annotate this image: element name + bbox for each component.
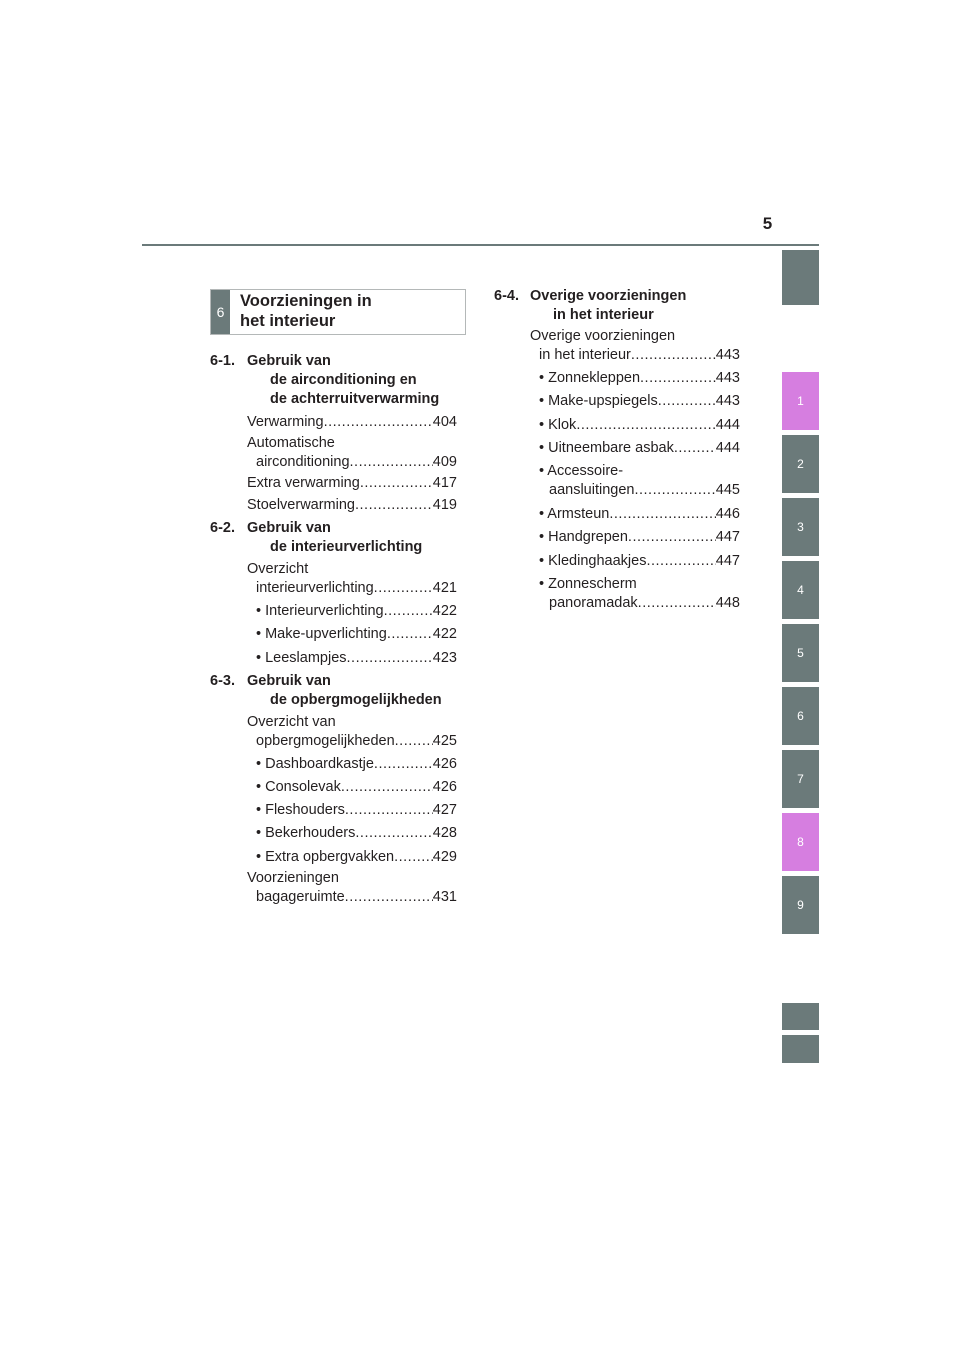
section-title <box>240 291 460 331</box>
toc-entry-text: • Fleshouders <box>256 802 345 818</box>
chapter-title: de airconditioning en <box>270 372 417 388</box>
toc-entry-text: in het interieur <box>539 347 631 363</box>
header-rule <box>142 244 819 246</box>
thumb-tab-7[interactable] <box>782 750 819 808</box>
chapter-title: Gebruik van <box>247 673 331 689</box>
thumb-tab-label: 1 <box>797 394 804 408</box>
thumb-tab-9[interactable] <box>782 876 819 934</box>
toc-entry-text: • Make-upverlichting <box>256 626 387 642</box>
toc-entry[interactable] <box>549 481 740 499</box>
thumb-tab-label: 2 <box>797 457 804 471</box>
toc-entry-text: opbergmogelijkheden <box>256 733 395 749</box>
toc-entry-text: • Uitneembare asbak <box>539 440 674 456</box>
toc-page: 427 <box>432 802 457 818</box>
toc-page: 425 <box>432 733 457 749</box>
thumb-tab-8[interactable] <box>782 813 819 871</box>
toc-page: 447 <box>715 553 740 569</box>
toc-entry[interactable] <box>539 439 740 457</box>
toc-page: 426 <box>432 756 457 772</box>
toc-entry-text: • Kledinghaakjes <box>539 553 647 569</box>
toc-entry-text: Overige voorzieningen <box>530 328 676 344</box>
toc-page: 444 <box>715 417 740 433</box>
toc-entry-text: Verwarming <box>247 414 324 430</box>
chapter-title: de interieurverlichting <box>270 539 423 555</box>
toc-page: 421 <box>432 580 457 596</box>
toc-entry-text: Extra verwarming <box>247 475 360 491</box>
toc-page: 409 <box>432 454 457 470</box>
thumb-tab-1[interactable] <box>782 372 819 430</box>
thumb-tab-label: 4 <box>797 583 804 597</box>
thumb-tab-4[interactable] <box>782 561 819 619</box>
toc-page: 448 <box>715 595 740 611</box>
toc-page: 428 <box>432 825 457 841</box>
chapter-number: 6-2. <box>210 520 235 536</box>
section-title-line: Voorzieningen in <box>240 292 372 310</box>
chapter-title: Gebruik van <box>247 520 331 536</box>
chapter-number: 6-1. <box>210 353 235 369</box>
chapter-title: Gebruik van <box>247 353 331 369</box>
toc-page: 417 <box>432 475 457 491</box>
toc-entry[interactable] <box>539 416 740 434</box>
toc-page: 431 <box>432 889 457 905</box>
toc-page: 444 <box>715 440 740 456</box>
thumb-tab-label: 6 <box>797 709 804 723</box>
toc-entry-text: • Consolevak <box>256 779 341 795</box>
thumb-tab-top[interactable] <box>782 250 819 305</box>
thumb-tab-label: 5 <box>797 646 804 660</box>
toc-entry[interactable] <box>247 496 457 514</box>
toc-page: 447 <box>715 529 740 545</box>
toc-entry-text: • Handgrepen <box>539 529 628 545</box>
toc-entry[interactable] <box>256 778 457 796</box>
toc-entry[interactable] <box>539 552 740 570</box>
toc-entry[interactable] <box>539 346 740 364</box>
toc-entry-text: • Bekerhouders <box>256 825 356 841</box>
toc-page: 423 <box>432 650 457 666</box>
toc-entry-text: • Armsteun <box>539 506 610 522</box>
chapter-number: 6-4. <box>494 288 519 304</box>
toc-page: 443 <box>715 370 740 386</box>
toc-entry[interactable] <box>539 392 740 410</box>
toc-entry[interactable] <box>256 453 457 471</box>
toc-page: 422 <box>432 603 457 619</box>
toc-entry[interactable] <box>256 602 457 620</box>
toc-entry-text: • Leeslampjes <box>256 650 347 666</box>
chapter-title: Overige voorzieningen <box>530 288 687 304</box>
thumb-tab-3[interactable] <box>782 498 819 556</box>
section-number: 6 <box>211 290 230 334</box>
chapter-number: 6-3. <box>210 673 235 689</box>
toc-page: 443 <box>715 393 740 409</box>
toc-entry-text: • Klok <box>539 417 577 433</box>
page-number: 5 <box>762 214 773 233</box>
toc-page: 419 <box>432 497 457 513</box>
toc-page: 404 <box>432 414 457 430</box>
toc-entry-text: panoramadak <box>549 595 638 611</box>
toc-page: 443 <box>715 347 740 363</box>
toc-entry[interactable] <box>256 824 457 842</box>
toc-entry-text: • Zonnekleppen <box>539 370 641 386</box>
toc-entry[interactable] <box>256 801 457 819</box>
toc-entry[interactable] <box>256 649 457 667</box>
thumb-tab-5[interactable] <box>782 624 819 682</box>
thumb-tab-label: 9 <box>797 898 804 912</box>
toc-entry-text: • Extra opbergvakken <box>256 849 395 865</box>
toc-entry[interactable] <box>539 505 740 523</box>
toc-entry[interactable] <box>256 625 457 643</box>
toc-entry[interactable] <box>549 594 740 612</box>
toc-page: 446 <box>715 506 740 522</box>
toc-entry-text: bagageruimte <box>256 889 345 905</box>
thumb-tab-label: 8 <box>797 835 804 849</box>
chapter-title: de opbergmogelijkheden <box>270 692 442 708</box>
toc-entry-text: interieurverlichting <box>256 580 374 596</box>
toc-page: 426 <box>432 779 457 795</box>
toc-entry-text: airconditioning <box>256 454 350 470</box>
toc-entry-text: • Accessoire- <box>539 463 624 479</box>
toc-page: 445 <box>715 482 740 498</box>
toc-entry-text: • Zonnescherm <box>539 576 637 592</box>
toc-entry-text: • Dashboardkastje <box>256 756 374 772</box>
toc-page: 422 <box>432 626 457 642</box>
toc-entry[interactable] <box>256 732 457 750</box>
toc-page: 429 <box>432 849 457 865</box>
toc-entry[interactable] <box>539 369 740 387</box>
toc-entry-text: aansluitingen <box>549 482 635 498</box>
chapter-title: de achterruitverwarming <box>270 391 440 407</box>
thumb-tab-index-a[interactable] <box>782 1003 819 1030</box>
toc-entry[interactable] <box>247 413 457 431</box>
toc-entry[interactable] <box>256 579 457 597</box>
thumb-tab-index-b[interactable] <box>782 1035 819 1063</box>
thumb-tab-label: 3 <box>797 520 804 534</box>
toc-entry-text: Automatische <box>247 435 335 451</box>
chapter-title: in het interieur <box>553 307 654 323</box>
toc-entry[interactable] <box>539 528 740 546</box>
toc-entry-text: Overzicht <box>247 561 309 577</box>
thumb-tab-6[interactable] <box>782 687 819 745</box>
toc-entry[interactable] <box>256 888 457 906</box>
toc-entry-text: Voorzieningen <box>247 870 339 886</box>
section-header <box>210 289 466 335</box>
section-title-line: het interieur <box>240 312 336 330</box>
toc-entry-text: Stoelverwarming <box>247 497 355 513</box>
thumb-tab-label: 7 <box>797 772 804 786</box>
thumb-tab-2[interactable] <box>782 435 819 493</box>
toc-entry[interactable] <box>247 474 457 492</box>
toc-entry[interactable] <box>256 755 457 773</box>
toc-entry-text: • Interieurverlichting <box>256 603 384 619</box>
toc-entry-text: Overzicht van <box>247 714 336 730</box>
toc-entry-text: • Make-upspiegels <box>539 393 658 409</box>
toc-entry[interactable] <box>256 848 457 866</box>
